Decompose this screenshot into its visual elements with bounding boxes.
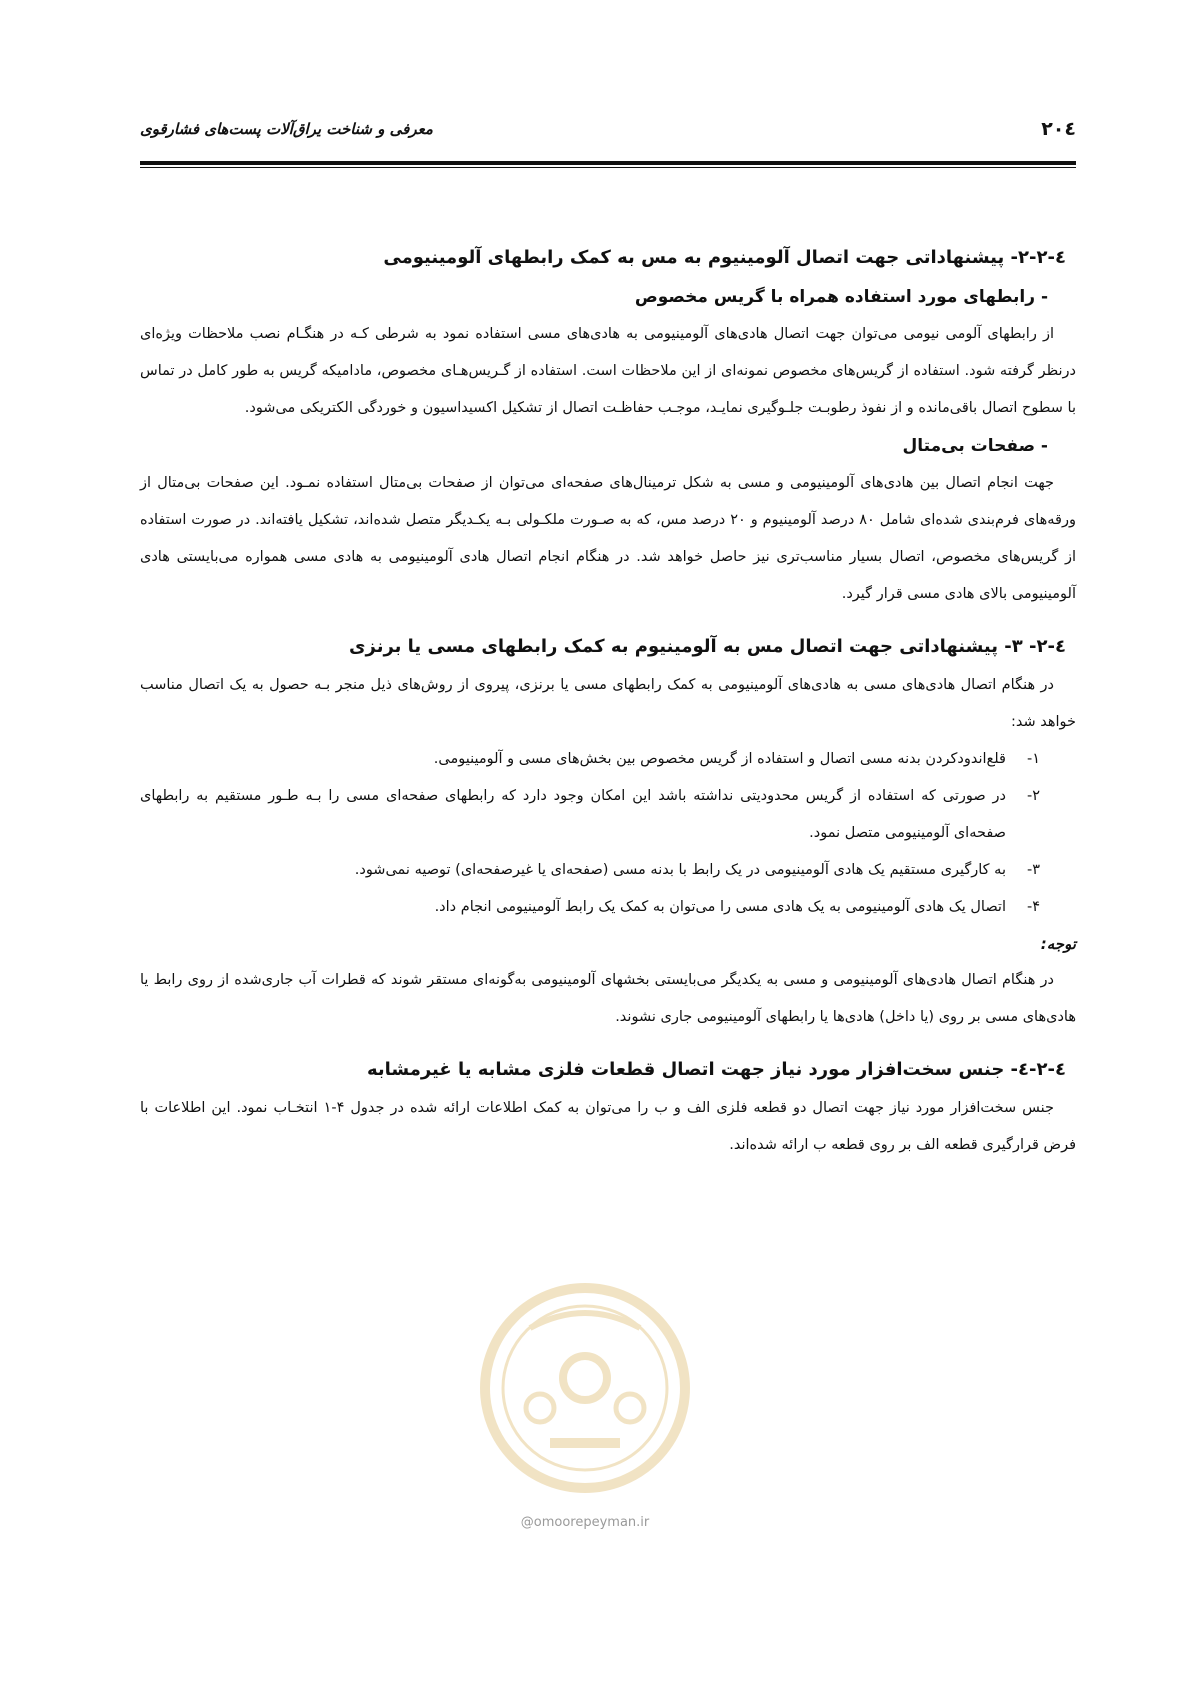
section-heading-4-2-2: ٤-٢-٢- پیشنهاداتی جهت اتصال آلومینیوم به مس به کمک رابطهای آلومینیومی (383, 247, 1066, 268)
paragraph-copper-connectors-intro: در هنگام اتصال هادی‌های مسی به هادی‌های آلومینیومی به کمک رابطهای مسی یا برنزی، پیروی از روش‌های ذیل منجر بـه حصول به یک اتصال مناسب خواهد شد: (140, 677, 1076, 730)
note-heading: توجه: (1040, 935, 1076, 953)
header-rule-thin (140, 167, 1076, 168)
section-heading-4-2-3: ٤-٢- ٣- پیشنهاداتی جهت اتصال مس به آلومینیوم به کمک رابطهای مسی یا برنزی (349, 636, 1066, 657)
watermark-site: @omoorepeyman.ir (520, 1515, 650, 1530)
list-item: ۳- به کارگیری مستقیم یک هادی آلومینیومی در یک رابط با بدنه مسی (صفحه‌ای یا غیرصفحه‌ای) توصیه نمی‌شود. (354, 862, 1040, 878)
paragraph-grease: از رابطهای آلومی نیومی می‌توان جهت اتصال هادی‌های آلومینیومی به هادی‌های مسی استفاده نمود به شرطی کـه در هنگـام نصب ملاحظات ویژه‌ای درنظر گرفته شود. استفاده از گریس‌های مخصوص نمونه‌ای از این ملاحظات است. استفاده از گـریس‌هـای مخصوص، مادامیکه گریس به طور کامل در تماس با سطوح اتصال باقی‌مانده و از نفوذ رطوبـت جلـوگیری نمایـد، موجـب حفاظـت اتصال از تشکیل اکسیداسیون و خوردگی الکتریکی می‌شود. (140, 326, 1076, 416)
list-item: ۱- قلع‌اندودکردن بدنه مسی اتصال و استفاده از گریس مخصوص بین بخش‌های مسی و آلومینیومی. (433, 751, 1040, 767)
methods-list (140, 741, 1076, 926)
section-heading-4-2-4: ٤-٢-٤- جنس سخت‌افزار مورد نیاز جهت اتصال قطعات فلزی مشابه یا غیرمشابه (366, 1059, 1066, 1080)
subheading-grease-connectors: - رابطهای مورد استفاده همراه با گریس مخصوص (634, 287, 1048, 307)
list-item: ۲- در صورتی که استفاده از گریس محدودیتی نداشته باشد این امکان وجود دارد که رابطهای صفحه‌ای مسی را بـه طـور مستقیم به رابطهای صفحه‌ای آلومینیومی متصل نمود. (140, 788, 1040, 841)
page-header (140, 118, 1076, 152)
paragraph-bimetal: جهت انجام اتصال بین هادی‌های آلومینیومی و مسی به شکل ترمینال‌های صفحه‌ای می‌توان از صفحات بی‌متال استفاده نمـود. این صفحات بی‌متال از ورقه‌های فرم‌بندی شده‌ای شامل ۸۰ درصد آلومینیوم و ۲۰ درصد مس، که به صـورت ملکـولی بـه یکـدیگر متصل شده‌اند، تشکیل یافته‌اند. در صورت استفاده از گریس‌های مخصوص، اتصال بسیار مناسب‌تری نیز حاصل خواهد شد. در هنگام انجام اتصال هادی آلومینیومی به هادی مسی همواره می‌بایستی هادی آلومینیومی بالای هادی مسی قرار گیرد. (140, 475, 1076, 602)
running-title: معرفی و شناخت یراق‌آلات پست‌های فشارقوی (140, 120, 433, 138)
paragraph-hardware: جنس سخت‌افزار مورد نیاز جهت اتصال دو قطعه فلزی الف و ب را می‌توان به کمک اطلاعات ارائه شده در جدول ۴-۱ انتخـاب نمود. این اطلاعات با فرض قرارگیری قطعه الف بر روی قطعه ب ارائه شده‌اند. (140, 1100, 1076, 1153)
list-item: ۴- اتصال یک هادی آلومینیومی به یک هادی مسی را می‌توان به کمک یک رابط آلومینیومی انجام داد. (434, 899, 1040, 915)
watermark-seal-icon (470, 1268, 700, 1508)
page-content (140, 238, 1076, 1164)
paragraph-note: در هنگام اتصال هادی‌های آلومینیومی و مسی به یکدیگر می‌بایستی بخشهای آلومینیومی به‌گونه‌ای مستقر شوند که قطرات آب جاری‌شده از روی رابط یا هادی‌های مسی بر روی (یا داخل) هادی‌ها یا رابطهای آلومینیومی جاری نشوند. (140, 972, 1076, 1025)
page-number: ۲۰٤ (1041, 118, 1076, 140)
subheading-bimetal-plates: - صفحات بی‌متال (902, 436, 1048, 456)
header-rule-thick (140, 161, 1076, 165)
